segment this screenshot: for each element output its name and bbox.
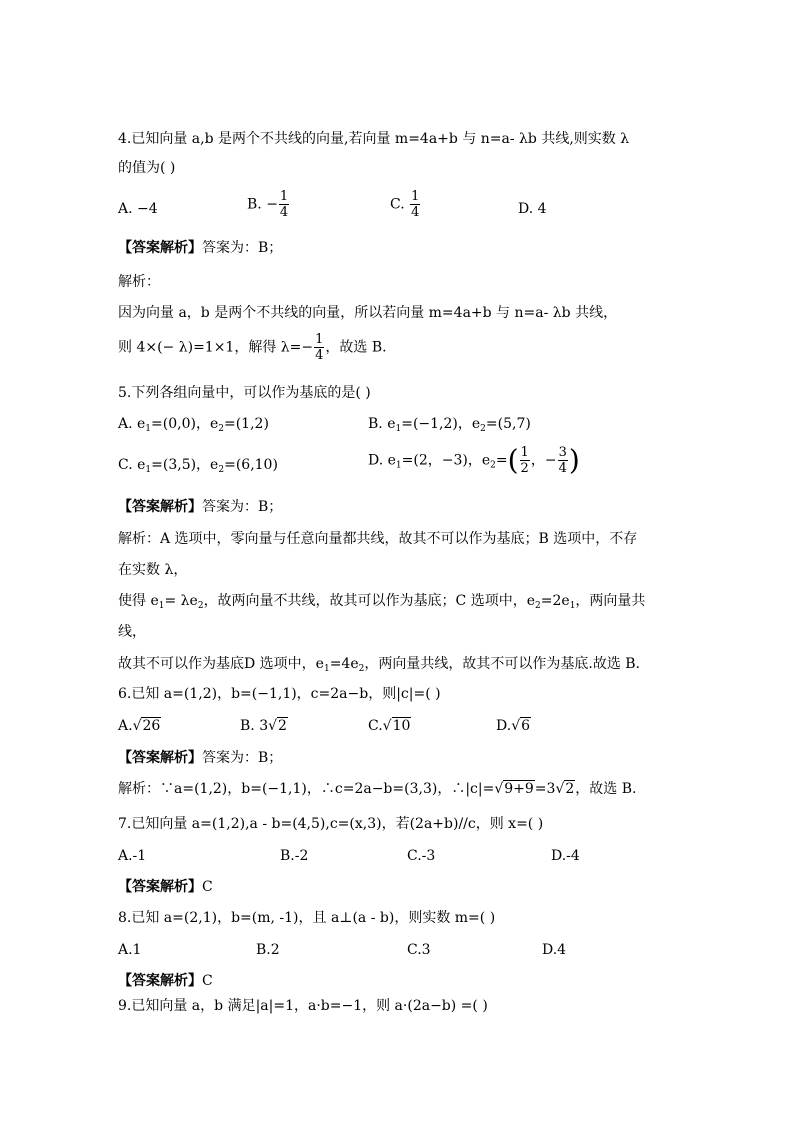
option-text: ，−: [530, 452, 557, 469]
q4-stem-line2: 的值为( ): [118, 160, 176, 176]
q7-option-b: B.-2: [280, 848, 309, 864]
analysis-text: ，两向量共: [575, 593, 646, 609]
radicand: 9+9: [504, 781, 534, 797]
subscript: 1: [145, 424, 152, 434]
option-text: C. e: [118, 457, 146, 473]
fraction-denominator: 4: [279, 205, 289, 220]
option-fraction: [558, 445, 568, 476]
analysis-text: ，故选 B.: [575, 781, 637, 797]
option-text: =(3,5)，e: [151, 457, 219, 473]
analysis-text: ，两向量共线，故其不可以作为基底.故选 B.: [364, 656, 641, 672]
q5-option-a: [118, 414, 269, 434]
radicand: 2: [565, 781, 575, 797]
radicand: 10: [392, 718, 411, 734]
sqrt-icon: √9+9: [494, 781, 534, 797]
subscript: 2: [218, 424, 224, 434]
q4-analysis-title: 解析：: [118, 274, 160, 290]
option-text: =(−1,2)，e: [401, 416, 481, 432]
analysis-text: ，故两向量不共线，故其可以作为基底；C 选项中，e: [203, 593, 536, 609]
q4-option-a: A. −4: [118, 201, 158, 217]
option-text: =(2，−3)，e: [401, 452, 491, 469]
q5-option-d: [368, 445, 580, 476]
subscript: 2: [218, 465, 225, 475]
left-paren: (: [507, 443, 519, 477]
q7-option-d: D.-4: [551, 848, 580, 864]
q5-analysis-line3: [118, 591, 645, 611]
radicand: 2: [278, 718, 287, 734]
option-label: C.: [368, 718, 383, 734]
analysis-text: 解析：∵a=(1,2)，b=(−1,1)，∴c=2a−b=(3,3)，∴|c|=: [118, 781, 495, 797]
fraction-denominator: 2: [520, 461, 529, 476]
radicand: 6: [521, 718, 531, 734]
q4-option-c: [390, 189, 421, 220]
q7-answer-line: [118, 877, 213, 897]
q6-analysis: [118, 779, 636, 799]
option-text: B. e: [368, 416, 396, 432]
option-text: =(5,7): [485, 416, 531, 432]
q8-option-a: A.1: [118, 942, 142, 958]
fraction-numerator: 1: [411, 189, 420, 204]
subscript: 1: [569, 601, 576, 611]
subscript: 2: [197, 601, 204, 611]
q4-answer-line: [118, 238, 282, 258]
analysis-text: ，故选 B.: [325, 339, 387, 356]
option-label: B. 3: [240, 718, 269, 734]
q5-option-b: [368, 414, 531, 434]
q6-stem: 6.已知 a=(1,2)，b=(−1,1)，c=2a−b，则|c|=( ): [118, 686, 441, 702]
answer-text: 答案为：B；: [202, 499, 283, 515]
option-text: =(1,2): [223, 416, 269, 432]
q9-stem: 9.已知向量 a，b 满足|a|=1，a·b=−1，则 a·(2a−b) =( ): [118, 998, 488, 1014]
analysis-text: 则 4×(− λ)=1×1，解得 λ=−: [118, 339, 314, 356]
q4-option-b-label: B. −: [247, 196, 278, 213]
analysis-text: =4e: [329, 656, 359, 672]
fraction-numerator: 1: [520, 445, 529, 460]
q5-stem: 5.下列各组向量中，可以作为基底的是( ): [118, 385, 371, 401]
option-label: D.: [496, 718, 512, 734]
q6-answer-line: [118, 748, 282, 768]
q5-analysis-line5: [118, 654, 640, 674]
q7-option-c: C.-3: [407, 848, 436, 864]
q6-option-d: [496, 716, 531, 736]
q5-analysis-line4: 线，: [118, 624, 146, 640]
option-text: A. e: [118, 416, 146, 432]
analysis-text: 故其不可以作为基底D 选项中，e: [118, 656, 324, 672]
answer-text: C: [202, 879, 213, 895]
fraction-denominator: 4: [315, 348, 324, 363]
fraction-numerator: 1: [279, 189, 289, 204]
q8-option-b: B.2: [256, 942, 280, 958]
analysis-text: 使得 e: [118, 593, 159, 609]
sqrt-icon: √2: [268, 718, 287, 734]
subscript: 2: [358, 664, 365, 674]
fraction-denominator: 4: [411, 205, 420, 220]
fraction-numerator: 3: [558, 445, 567, 460]
analysis-text: =2e: [540, 593, 570, 609]
sqrt-icon: √10: [382, 718, 411, 734]
option-label: A.: [118, 718, 133, 734]
option-text: =(0,0)，e: [151, 416, 219, 432]
subscript: 1: [395, 460, 402, 471]
option-text: =: [495, 452, 508, 469]
answer-heading: 【答案解析】: [118, 879, 202, 895]
q8-answer-line: [118, 971, 213, 991]
option-text: =(6,10): [224, 457, 278, 473]
q4-analysis-line1: 因为向量 a，b 是两个不共线的向量，所以若向量 m=4a+b 与 n=a- λb 共线，: [118, 305, 618, 321]
answer-text: C: [202, 973, 213, 989]
analysis-text: = λe: [164, 593, 198, 609]
q7-stem: 7.已知向量 a=(1,2),a - b=(4,5),c=(x,3)，若(2a+b)//c，则 x=( ): [118, 816, 544, 832]
sqrt-icon: √6: [511, 718, 531, 734]
answer-text: 答案为：B；: [202, 240, 283, 256]
sqrt-icon: √26: [132, 718, 161, 734]
analysis-fraction: [314, 332, 324, 363]
subscript: 2: [535, 601, 541, 611]
subscript: 2: [480, 424, 486, 434]
fraction-denominator: 4: [558, 461, 567, 476]
fraction-numerator: 1: [315, 332, 324, 347]
sqrt-icon: √2: [555, 781, 575, 797]
right-paren: ): [568, 443, 580, 477]
q4-stem-line1: 4.已知向量 a,b 是两个不共线的向量,若向量 m=4a+b 与 n=a- λb 共线,则实数 λ: [118, 131, 630, 147]
q8-option-c: C.3: [407, 942, 431, 958]
answer-heading: 【答案解析】: [118, 240, 202, 256]
q4-option-b: [247, 189, 290, 220]
answer-text: 答案为：B；: [202, 750, 283, 766]
q5-answer-line: [118, 497, 282, 517]
q6-option-b: [240, 716, 288, 736]
answer-heading: 【答案解析】: [118, 499, 202, 515]
q4-option-d: D. 4: [518, 201, 547, 217]
q4-analysis-line2: [118, 332, 387, 363]
q5-option-c: [118, 455, 278, 475]
option-fraction: [520, 445, 530, 476]
subscript: 1: [158, 601, 165, 611]
radicand: 26: [142, 718, 161, 734]
q5-analysis-line2: 在实数 λ，: [118, 562, 188, 578]
q6-option-c: [368, 716, 411, 736]
subscript: 1: [395, 424, 402, 434]
option-text: D. e: [368, 452, 396, 469]
q4-option-c-fraction: [410, 189, 420, 220]
q8-option-d: D.4: [542, 942, 567, 958]
subscript: 2: [490, 460, 496, 471]
q8-stem: 8.已知 a=(2,1)，b=(m, -1)，且 a⊥(a - b)，则实数 m=( ): [118, 910, 496, 926]
q7-option-a: A.-1: [118, 848, 147, 864]
subscript: 1: [145, 465, 152, 475]
q5-analysis-line1: 解析：A 选项中，零向量与任意向量都共线，故其不可以作为基底；B 选项中，不存: [118, 531, 638, 547]
q4-option-c-label: C.: [390, 196, 405, 213]
answer-heading: 【答案解析】: [118, 750, 202, 766]
q6-option-a: [118, 716, 161, 736]
q4-option-b-fraction: [279, 189, 289, 220]
analysis-text: =3: [534, 781, 556, 797]
answer-heading: 【答案解析】: [118, 973, 202, 989]
subscript: 1: [323, 664, 330, 674]
